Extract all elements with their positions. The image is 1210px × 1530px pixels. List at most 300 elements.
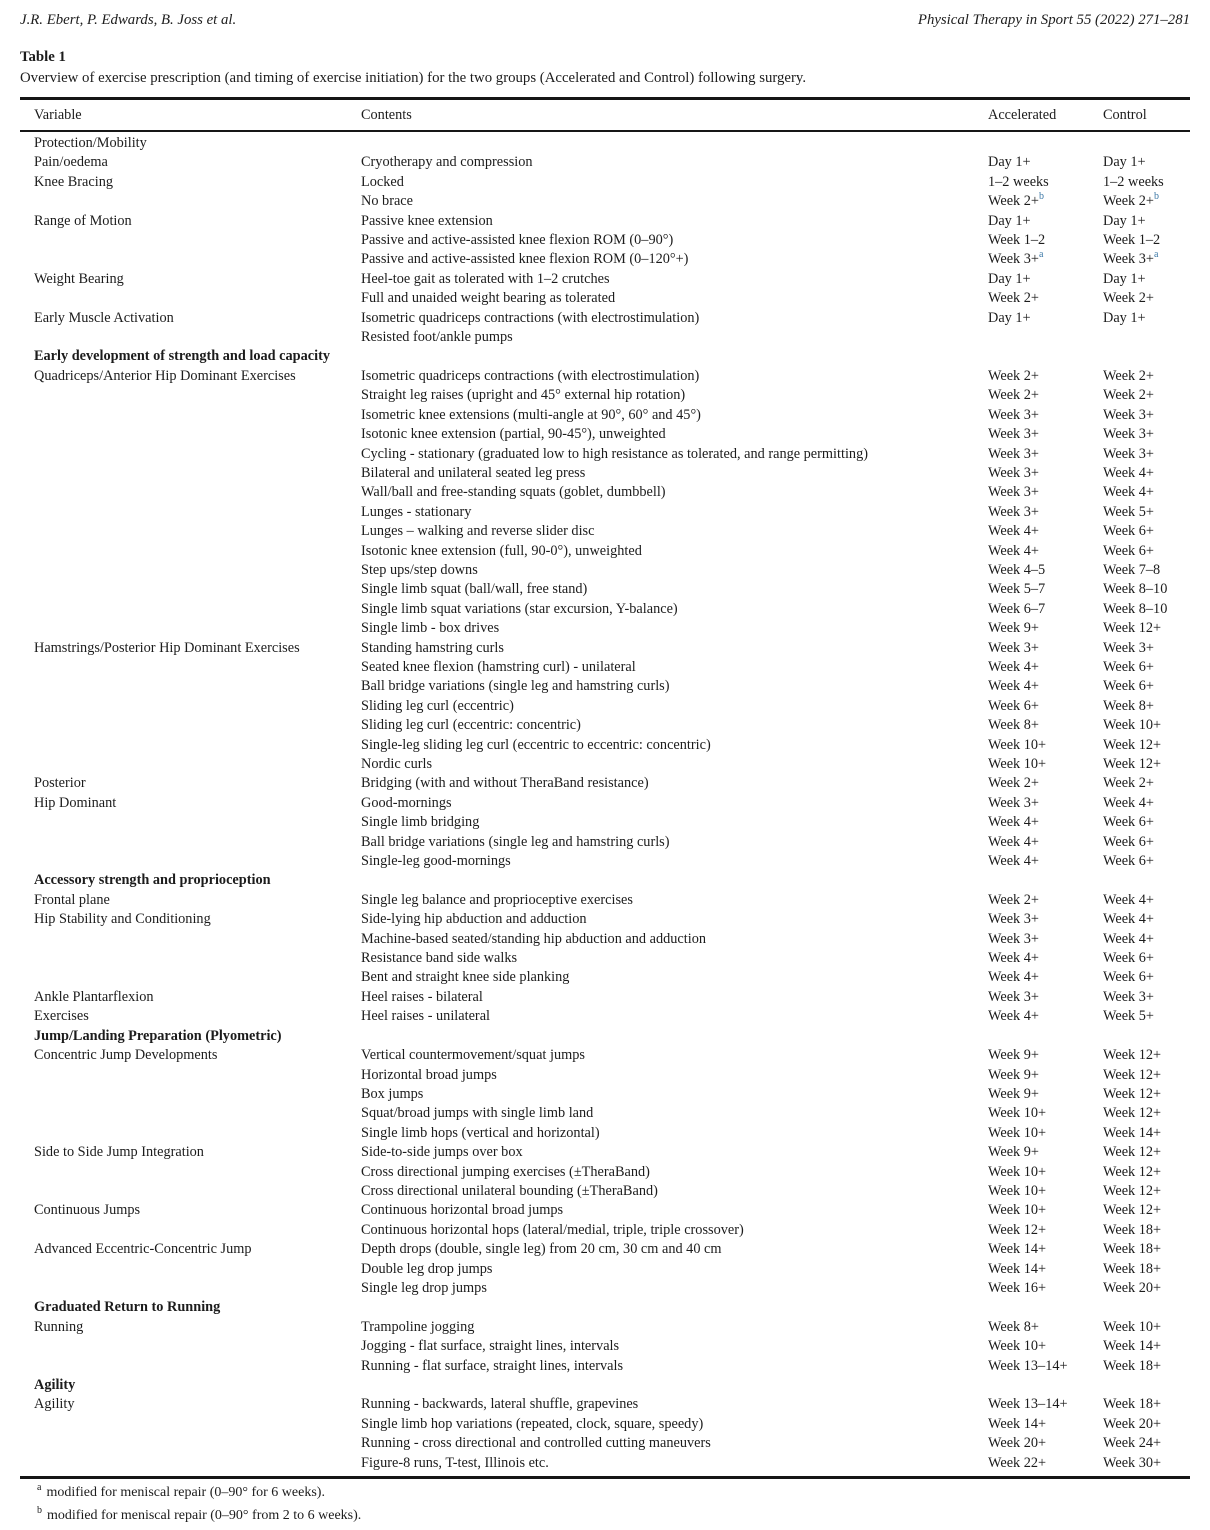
column-header-control: Control [1103, 107, 1147, 123]
control-cell [1103, 503, 1190, 522]
control-cell [1103, 1066, 1190, 1085]
variable-cell [34, 1163, 361, 1182]
accelerated-cell-text: Week 4–5 [988, 561, 1046, 578]
control-cell-text: Week 12+ [1103, 736, 1162, 753]
accelerated-cell-text: Week 3+ [988, 426, 1039, 443]
accelerated-cell-text: Week 6+ [988, 697, 1039, 714]
table-row [20, 250, 1190, 269]
accelerated-cell-text: Week 2+ [988, 775, 1039, 792]
accelerated-cell [988, 289, 1103, 308]
control-cell-text: Day 1+ [1103, 212, 1146, 229]
control-cell [1103, 949, 1190, 968]
variable-cell-text: Agility [34, 1396, 75, 1413]
contents-cell [361, 289, 988, 308]
contents-cell-text: Cycling - stationary (graduated low to high resistance as tolerated, and range permitting) [361, 445, 868, 462]
variable-cell [34, 813, 361, 832]
accelerated-cell-text: Week 3+ [988, 911, 1039, 928]
control-cell-text: Week 18+ [1103, 1357, 1162, 1374]
table-row [20, 1357, 1190, 1376]
variable-cell [34, 930, 361, 949]
control-cell-text: Week 12+ [1103, 1202, 1162, 1219]
variable-cell [34, 891, 361, 910]
accelerated-cell [988, 1085, 1103, 1104]
control-cell-text: Week 6+ [1103, 833, 1154, 850]
accelerated-cell-text: Week 3+ [988, 794, 1039, 811]
control-cell [1103, 988, 1190, 1007]
variable-cell [34, 173, 361, 192]
accelerated-cell-text: Week 2+ [988, 387, 1039, 404]
variable-cell [34, 1104, 361, 1123]
contents-cell [361, 755, 988, 774]
variable-cell [34, 697, 361, 716]
table-row [20, 852, 1190, 871]
accelerated-cell [988, 1201, 1103, 1220]
contents-cell-text: Wall/ball and free-standing squats (goblet, dumbbell) [361, 484, 666, 501]
accelerated-cell-text: Week 1–2 [988, 232, 1046, 249]
accelerated-cell-text: Week 2+ [988, 290, 1039, 307]
accelerated-cell-text: Week 10+ [988, 1163, 1047, 1180]
control-cell [1103, 1143, 1190, 1162]
accelerated-cell [988, 309, 1103, 328]
control-cell-text: Week 12+ [1103, 1182, 1162, 1199]
authors: J.R. Ebert, P. Edwards, B. Joss et al. [20, 12, 237, 28]
contents-cell [361, 328, 988, 347]
accelerated-cell [988, 503, 1103, 522]
contents-cell [361, 619, 988, 638]
accelerated-cell [988, 736, 1103, 755]
accelerated-cell [988, 425, 1103, 444]
control-cell [1103, 910, 1190, 929]
variable-cell-text: Hamstrings/Posterior Hip Dominant Exercises [34, 639, 300, 656]
variable-cell [34, 212, 361, 231]
accelerated-cell-text: Week 2+ [988, 891, 1039, 908]
control-cell [1103, 658, 1190, 677]
variable-cell [34, 1143, 361, 1162]
accelerated-cell [988, 192, 1103, 211]
control-cell-text: Week 5+ [1103, 503, 1154, 520]
variable-cell [34, 658, 361, 677]
variable-cell [34, 483, 361, 502]
accelerated-cell [988, 813, 1103, 832]
contents-cell-text: Resisted foot/ankle pumps [361, 329, 513, 346]
control-cell-text: Week 8+ [1103, 697, 1154, 714]
control-cell-text: Week 6+ [1103, 678, 1154, 695]
contents-cell [361, 852, 988, 871]
control-cell-text: Week 6+ [1103, 969, 1154, 986]
variable-cell [34, 600, 361, 619]
accelerated-cell-text: Week 3+ [988, 988, 1039, 1005]
contents-cell-text: Ball bridge variations (single leg and hamstring curls) [361, 833, 670, 850]
contents-cell-text: Passive and active-assisted knee flexion ROM (0–90°) [361, 232, 674, 249]
accelerated-cell-text: Week 8+ [988, 1318, 1039, 1335]
accelerated-cell-text: Week 3+ [988, 639, 1039, 656]
variable-cell [34, 386, 361, 405]
table-row [20, 736, 1190, 755]
contents-cell [361, 367, 988, 386]
accelerated-cell-text: Week 22+ [988, 1454, 1047, 1471]
control-cell [1103, 930, 1190, 949]
accelerated-cell-text: Week 3+ [988, 406, 1039, 423]
table-row [20, 212, 1190, 231]
accelerated-cell [988, 1221, 1103, 1240]
contents-cell [361, 483, 988, 502]
variable-cell [34, 542, 361, 561]
variable-cell-text: Advanced Eccentric-Concentric Jump [34, 1241, 252, 1258]
table-row [20, 173, 1190, 192]
contents-cell [361, 1221, 988, 1240]
accelerated-cell-text: Week 12+ [988, 1221, 1047, 1238]
accelerated-cell [988, 386, 1103, 405]
variable-cell [34, 425, 361, 444]
control-cell [1103, 425, 1190, 444]
control-cell [1103, 774, 1190, 793]
control-cell [1103, 1240, 1190, 1259]
contents-cell-text: Heel-toe gait as tolerated with 1–2 crutches [361, 270, 610, 287]
accelerated-cell [988, 1066, 1103, 1085]
contents-cell [361, 561, 988, 580]
variable-cell [34, 580, 361, 599]
accelerated-cell [988, 406, 1103, 425]
accelerated-cell [988, 212, 1103, 231]
variable-cell-text: Knee Bracing [34, 173, 113, 190]
contents-cell-text: Heel raises - unilateral [361, 1008, 491, 1025]
accelerated-cell-text: Week 9+ [988, 1047, 1039, 1064]
accelerated-cell [988, 1104, 1103, 1123]
accelerated-cell-text: Week 9+ [988, 1066, 1039, 1083]
accelerated-cell [988, 367, 1103, 386]
contents-cell-text: Ball bridge variations (single leg and hamstring curls) [361, 678, 670, 695]
accelerated-cell [988, 1279, 1103, 1298]
contents-cell-text: Single limb - box drives [361, 620, 500, 637]
control-cell-text: Week 4+ [1103, 464, 1154, 481]
control-cell [1103, 386, 1190, 405]
accelerated-cell [988, 1046, 1103, 1065]
accelerated-cell-text: Week 13–14+ [988, 1396, 1068, 1413]
variable-cell-text: Ankle Plantarflexion [34, 988, 154, 1005]
contents-cell [361, 580, 988, 599]
contents-cell-text: Sliding leg curl (eccentric: concentric) [361, 717, 581, 734]
contents-cell-text: Side-lying hip abduction and adduction [361, 911, 587, 928]
contents-cell-text: Bridging (with and without TheraBand resistance) [361, 775, 649, 792]
control-cell-text: Week 12+ [1103, 1066, 1162, 1083]
table-row [20, 289, 1190, 308]
contents-cell-text: Sliding leg curl (eccentric) [361, 697, 514, 714]
control-cell [1103, 1395, 1190, 1414]
contents-cell-text: Isometric quadriceps contractions (with electrostimulation) [361, 367, 700, 384]
contents-cell-text: Single leg balance and proprioceptive exercises [361, 891, 633, 908]
contents-cell-text: Lunges – walking and reverse slider disc [361, 523, 595, 540]
contents-cell-text: Double leg drop jumps [361, 1260, 493, 1277]
contents-cell [361, 1279, 988, 1298]
variable-cell [34, 522, 361, 541]
variable-cell-text: Continuous Jumps [34, 1202, 141, 1219]
variable-cell [34, 619, 361, 638]
table-row [20, 619, 1190, 638]
table-row [20, 328, 1190, 347]
section-title: Protection/Mobility [34, 135, 147, 151]
accelerated-cell [988, 231, 1103, 250]
table-row [20, 774, 1190, 793]
accelerated-cell-text: Week 3+ [988, 503, 1039, 520]
accelerated-cell [988, 794, 1103, 813]
variable-cell-text: Range of Motion [34, 212, 132, 229]
footnote-a [20, 1481, 361, 1504]
variable-cell [34, 1279, 361, 1298]
control-cell-text: Week 4+ [1103, 911, 1154, 928]
table-row [20, 561, 1190, 580]
table-row [20, 891, 1190, 910]
control-cell-text: Week 7–8 [1103, 561, 1161, 578]
table-row [20, 1143, 1190, 1162]
contents-cell [361, 1201, 988, 1220]
table-row [20, 425, 1190, 444]
contents-cell [361, 212, 988, 231]
contents-cell [361, 425, 988, 444]
control-cell-text: Week 2+ [1103, 290, 1154, 307]
control-cell [1103, 852, 1190, 871]
control-cell-text: Week 8–10 [1103, 600, 1168, 617]
table-header-row [20, 100, 1190, 132]
table-row [20, 542, 1190, 561]
variable-cell [34, 1046, 361, 1065]
variable-cell [34, 1240, 361, 1259]
control-cell-text: Week 3+ [1103, 445, 1154, 462]
control-cell [1103, 1182, 1190, 1201]
accelerated-cell [988, 483, 1103, 502]
table-row [20, 794, 1190, 813]
contents-cell [361, 774, 988, 793]
accelerated-cell [988, 1357, 1103, 1376]
control-cell [1103, 1124, 1190, 1143]
contents-cell-text: Full and unaided weight bearing as tolerated [361, 290, 616, 307]
variable-cell-text: Quadriceps/Anterior Hip Dominant Exercises [34, 367, 296, 384]
control-cell [1103, 1357, 1190, 1376]
control-cell [1103, 289, 1190, 308]
table-row [20, 192, 1190, 211]
control-cell-text: Week 18+ [1103, 1396, 1162, 1413]
footnote-a-text: modified for meniscal repair (0–90° for 6 weeks). [46, 1485, 325, 1500]
variable-cell-text: Frontal plane [34, 891, 110, 908]
section-title: Jump/Landing Preparation (Plyometric) [34, 1027, 282, 1044]
accelerated-cell [988, 716, 1103, 735]
table-row [20, 231, 1190, 250]
contents-cell [361, 1240, 988, 1259]
accelerated-cell-text: Week 10+ [988, 1105, 1047, 1122]
contents-cell-text: Jogging - flat surface, straight lines, intervals [361, 1338, 620, 1355]
table-row [20, 1201, 1190, 1220]
contents-cell [361, 639, 988, 658]
table-row [20, 716, 1190, 735]
variable-cell [34, 1260, 361, 1279]
contents-cell [361, 445, 988, 464]
variable-cell [34, 1415, 361, 1434]
table-row [20, 968, 1190, 987]
contents-cell [361, 1046, 988, 1065]
table-row [20, 406, 1190, 425]
footnote-ref: b [1038, 191, 1044, 203]
control-cell [1103, 1046, 1190, 1065]
contents-cell [361, 794, 988, 813]
table-row [20, 1395, 1190, 1414]
table-row [20, 1104, 1190, 1123]
contents-cell [361, 153, 988, 172]
control-cell-text: Week 20+ [1103, 1279, 1162, 1296]
contents-cell-text: Vertical countermovement/squat jumps [361, 1047, 585, 1064]
accelerated-cell-text: Day 1+ [988, 154, 1031, 171]
accelerated-cell [988, 639, 1103, 658]
control-cell [1103, 309, 1190, 328]
control-cell [1103, 697, 1190, 716]
contents-cell [361, 309, 988, 328]
footnote-b [20, 1504, 361, 1527]
accelerated-cell-text: Week 4+ [988, 814, 1039, 831]
control-cell-text: Week 3+ [1103, 251, 1154, 268]
control-cell-text: Day 1+ [1103, 309, 1146, 326]
variable-cell-text: Side to Side Jump Integration [34, 1144, 204, 1161]
contents-cell [361, 677, 988, 696]
contents-cell [361, 1163, 988, 1182]
table-row [20, 153, 1190, 172]
contents-cell-text: Isometric knee extensions (multi-angle at 90°, 60° and 45°) [361, 406, 701, 423]
variable-cell [34, 1201, 361, 1220]
table-row [20, 1007, 1190, 1026]
accelerated-cell-text: Week 5–7 [988, 581, 1046, 598]
contents-cell [361, 231, 988, 250]
control-cell-text: Week 24+ [1103, 1435, 1162, 1452]
variable-cell [34, 949, 361, 968]
variable-cell [34, 794, 361, 813]
accelerated-cell [988, 1240, 1103, 1259]
accelerated-cell-text: Week 16+ [988, 1279, 1047, 1296]
control-cell [1103, 580, 1190, 599]
accelerated-cell-text: Week 3+ [988, 484, 1039, 501]
control-cell-text: Week 12+ [1103, 756, 1162, 772]
contents-cell [361, 600, 988, 619]
accelerated-cell-text: Week 3+ [988, 464, 1039, 481]
contents-cell [361, 988, 988, 1007]
variable-cell [34, 328, 361, 347]
control-cell-text: Week 2+ [1103, 387, 1154, 404]
control-cell [1103, 968, 1190, 987]
control-cell-text: Week 18+ [1103, 1241, 1162, 1258]
control-cell [1103, 1201, 1190, 1220]
contents-cell-text: Figure-8 runs, T-test, Illinois etc. [361, 1454, 549, 1471]
control-cell [1103, 600, 1190, 619]
column-header-accelerated: Accelerated [988, 107, 1057, 123]
variable-cell [34, 774, 361, 793]
footnote-ref: a [1153, 249, 1159, 261]
accelerated-cell-text: Week 14+ [988, 1241, 1047, 1258]
control-cell [1103, 1221, 1190, 1240]
accelerated-cell [988, 328, 1103, 347]
contents-cell-text: Isotonic knee extension (partial, 90-45°), unweighted [361, 426, 666, 443]
control-cell-text: Week 3+ [1103, 639, 1154, 656]
footnote-b-text: modified for meniscal repair (0–90° from 2 to 6 weeks). [47, 1508, 362, 1523]
control-cell-text: Day 1+ [1103, 154, 1146, 171]
table-row [20, 910, 1190, 929]
control-cell-text: Week 10+ [1103, 717, 1162, 734]
accelerated-cell [988, 522, 1103, 541]
variable-cell [34, 1357, 361, 1376]
accelerated-cell [988, 1454, 1103, 1473]
accelerated-cell-text: Week 4+ [988, 853, 1039, 870]
contents-cell [361, 1085, 988, 1104]
contents-cell [361, 1454, 988, 1473]
contents-cell-text: Single limb squat (ball/wall, free stand) [361, 581, 588, 598]
accelerated-cell-text: Week 13–14+ [988, 1357, 1068, 1374]
section-row [20, 1376, 1190, 1395]
contents-cell [361, 930, 988, 949]
control-cell-text: Week 20+ [1103, 1415, 1162, 1432]
table-row [20, 1318, 1190, 1337]
control-cell-text: Week 2+ [1103, 193, 1154, 210]
table-row [20, 445, 1190, 464]
contents-cell [361, 522, 988, 541]
contents-cell [361, 1143, 988, 1162]
control-cell [1103, 542, 1190, 561]
contents-cell [361, 503, 988, 522]
variable-cell [34, 1182, 361, 1201]
accelerated-cell [988, 910, 1103, 929]
control-cell [1103, 891, 1190, 910]
accelerated-cell [988, 1124, 1103, 1143]
accelerated-cell-text: Week 4+ [988, 658, 1039, 675]
control-cell [1103, 406, 1190, 425]
section-row [20, 1298, 1190, 1317]
contents-cell-text: Locked [361, 173, 404, 190]
table-row [20, 1279, 1190, 1298]
control-cell-text: Week 12+ [1103, 1085, 1162, 1102]
table-row [20, 1434, 1190, 1453]
contents-cell [361, 270, 988, 289]
variable-cell [34, 250, 361, 269]
table-row [20, 367, 1190, 386]
control-cell [1103, 833, 1190, 852]
control-cell [1103, 1318, 1190, 1337]
control-cell [1103, 522, 1190, 541]
contents-cell-text: Single limb bridging [361, 814, 480, 831]
control-cell-text: Week 12+ [1103, 1047, 1162, 1064]
contents-cell [361, 1007, 988, 1026]
variable-cell [34, 231, 361, 250]
section-title: Agility [34, 1377, 76, 1393]
contents-cell [361, 968, 988, 987]
control-cell-text: Week 3+ [1103, 406, 1154, 423]
control-cell-text: Week 14+ [1103, 1124, 1162, 1141]
control-cell [1103, 1085, 1190, 1104]
table-row [20, 658, 1190, 677]
control-cell-text: Week 12+ [1103, 1144, 1162, 1161]
contents-cell-text: Straight leg raises (upright and 45° external hip rotation) [361, 387, 686, 404]
variable-cell [34, 1007, 361, 1026]
contents-cell [361, 1260, 988, 1279]
control-cell [1103, 1454, 1190, 1473]
accelerated-cell-text: Week 2+ [988, 193, 1039, 210]
contents-cell [361, 891, 988, 910]
contents-cell-text: Heel raises - bilateral [361, 988, 483, 1005]
contents-cell [361, 658, 988, 677]
control-cell-text: Week 14+ [1103, 1338, 1162, 1355]
accelerated-cell [988, 1434, 1103, 1453]
contents-cell-text: Squat/broad jumps with single limb land [361, 1105, 594, 1122]
control-cell-text: Week 12+ [1103, 620, 1162, 637]
section-title: Graduated Return to Running [34, 1299, 221, 1316]
contents-cell-text: Passive knee extension [361, 212, 493, 229]
accelerated-cell-text: Week 14+ [988, 1415, 1047, 1432]
accelerated-cell [988, 561, 1103, 580]
contents-cell-text: Cross directional jumping exercises (±TheraBand) [361, 1163, 650, 1180]
control-cell [1103, 1104, 1190, 1123]
